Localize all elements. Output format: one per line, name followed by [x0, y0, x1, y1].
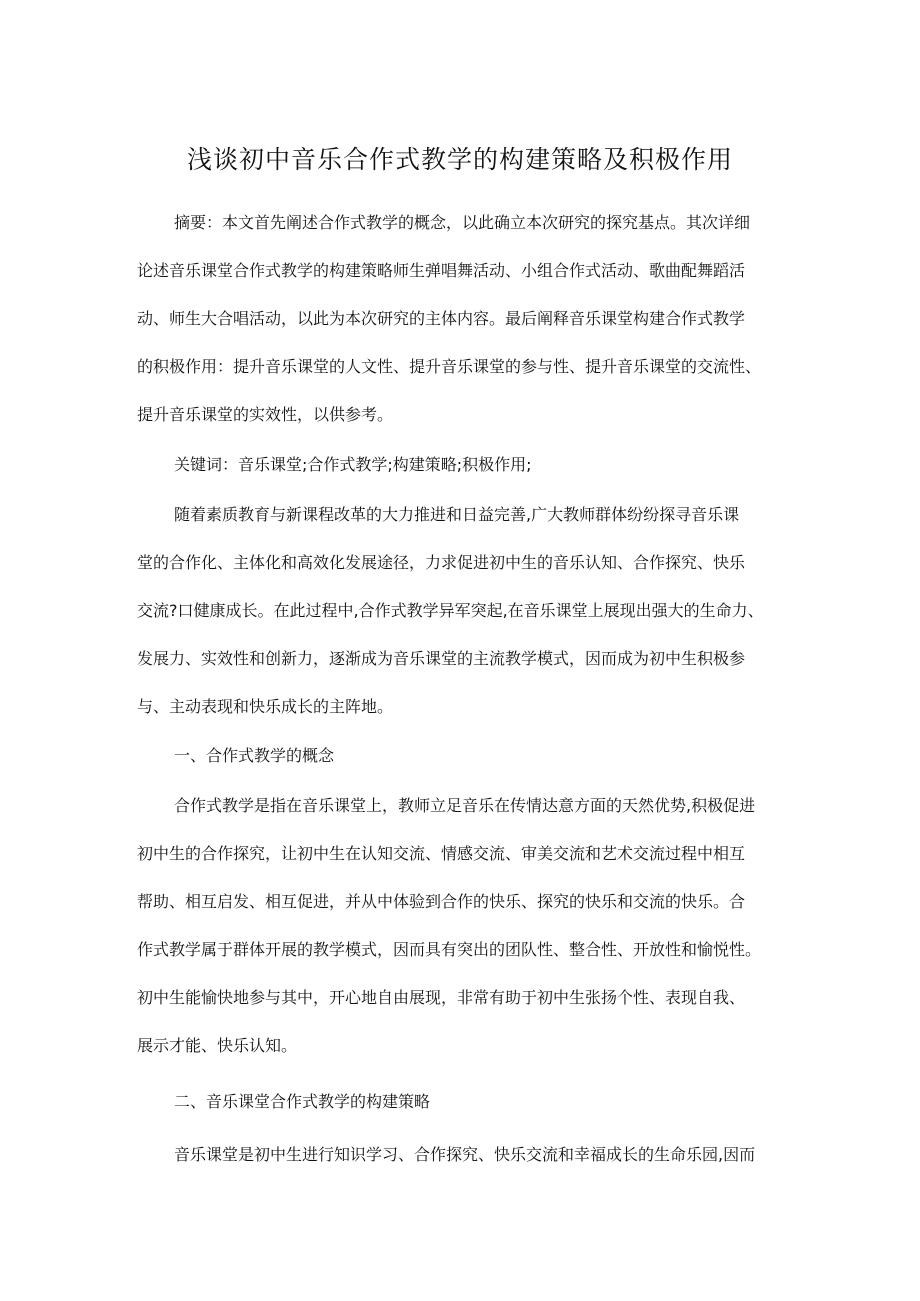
section-heading: 一、合作式教学的概念: [174, 746, 335, 765]
document-title: 浅谈初中音乐合作式教学的构建策略及积极作用: [186, 145, 733, 174]
section1-line: 作式教学属于群体开展的教学模式，因而具有突出的团队性、整合性、开放性和愉悦性。: [137, 940, 762, 959]
abstract-line: 摘要：本文首先阐述合作式教学的概念，以此确立本次研究的探究基点。其次详细: [174, 213, 751, 232]
abstract-line: 动、师生大合唱活动，以此为本次研究的主体内容。最后阐释音乐课堂构建合作式教学: [137, 309, 746, 328]
intro-line: 堂的合作化、主体化和高效化发展途径，力求促进初中生的音乐认知、合作探究、快乐: [137, 553, 746, 572]
section1-line: 展示才能、快乐认知。: [137, 1036, 298, 1055]
section2-line: 音乐课堂是初中生进行知识学习、合作探究、快乐交流和幸福成长的生命乐园,因而: [174, 1145, 756, 1164]
abstract-line: 提升音乐课堂的实效性，以供参考。: [137, 405, 394, 424]
intro-line: 随着素质教育与新课程改革的大力推进和日益完善,广大教师群体纷纷探寻音乐课: [174, 505, 740, 524]
intro-line: 交流?口健康成长。在此过程中,合作式教学异军突起,在音乐课堂上展现出强大的生命力、: [137, 601, 764, 620]
intro-line: 发展力、实效性和创新力，逐渐成为音乐课堂的主流教学模式，因而成为初中生积极参: [137, 649, 746, 668]
section1-line: 合作式教学是指在音乐课堂上，教师立足音乐在传情达意方面的天然优势,积极促进: [174, 796, 756, 815]
section1-line: 初中生能愉快地参与其中，开心地自由展现，非常有助于初中生张扬个性、表现自我、: [137, 988, 746, 1007]
intro-line: 与、主动表现和快乐成长的主阵地。: [137, 697, 394, 716]
keywords-line: 关键词：音乐课堂;合作式教学;构建策略;积极作用;: [174, 455, 532, 474]
section1-line: 初中生的合作探究，让初中生在认知交流、情感交流、审美交流和艺术交流过程中相互: [137, 844, 746, 863]
section-heading: 二、音乐课堂合作式教学的构建策略: [174, 1092, 431, 1111]
abstract-line: 论述音乐课堂合作式教学的构建策略师生弹唱舞活动、小组合作式活动、歌曲配舞蹈活: [137, 261, 746, 280]
section1-line: 帮助、相互启发、相互促进，并从中体验到合作的快乐、探究的快乐和交流的快乐。合: [137, 892, 746, 911]
abstract-line: 的积极作用：提升音乐课堂的人文性、提升音乐课堂的参与性、提升音乐课堂的交流性、: [137, 357, 762, 376]
